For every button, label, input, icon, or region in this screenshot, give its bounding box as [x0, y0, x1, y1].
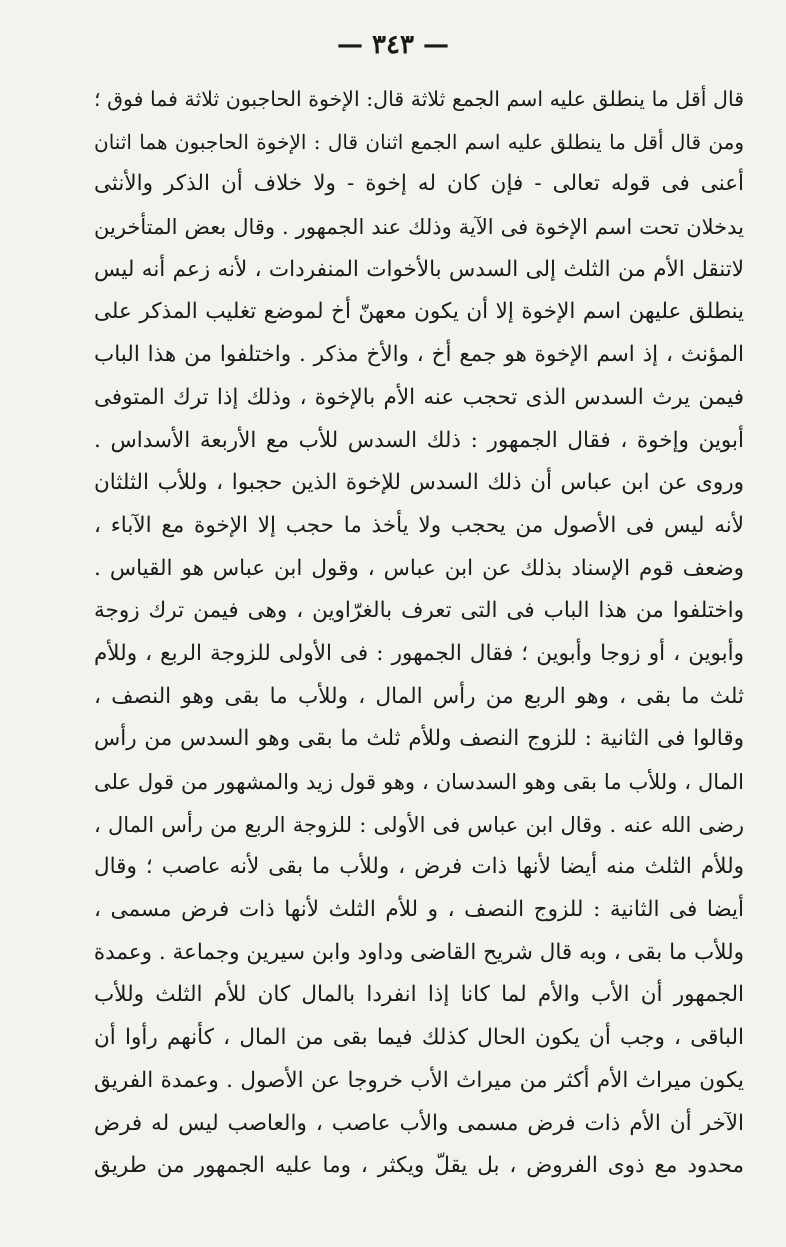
text-line: يدخلان تحت اسم الإخوة فى الآية وذلك عند الجمهور . وقال بعض المتأخرين	[94, 215, 744, 240]
text-line: أعنى فى قوله تعالى - فإن كان له إخوة - ولا خلاف أن الذكر والأنثى	[94, 171, 744, 197]
text-line: محدود مع ذوى الفروض ، بل يقلّ ويكثر ، وما عليه الجمهور من طريق	[94, 1153, 744, 1179]
body-text	[94, 78, 744, 1188]
text-line: قال أقل ما ينطلق عليه اسم الجمع ثلاثة قال: الإخوة الحاجبون ثلاثة فما فوق ؛	[94, 87, 744, 111]
text-line: الجمهور أن الأب والأم لما كانا إذا انفردا بالمال كان للأم الثلث وللأب	[94, 982, 744, 1008]
text-line: لأنه ليس فى الأصول من يحجب ولا يأخذ ما حجب إلا الإخوة مع الآباء ،	[94, 512, 744, 538]
text-line: فيمن يرث السدس الذى تحجب عنه الأم بالإخوة ، وذلك إذا ترك المتوفى	[94, 384, 744, 410]
text-line: وقالوا فى الثانية : للزوج النصف وللأم ثلث ما بقى وهو السدس من رأس	[94, 726, 744, 752]
text-line: واختلفوا من هذا الباب فى التى تعرف بالغرّاوين ، وهى فيمن ترك زوجة	[94, 598, 744, 624]
text-line: وروى عن ابن عباس أن ذلك السدس للإخوة الذين حجبوا ، وللأب الثلثان	[94, 470, 744, 496]
text-line: المؤنث ، إذ اسم الإخوة هو جمع أخ ، والأخ مذكر . واختلفوا من هذا الباب	[94, 342, 744, 368]
text-line: ثلث ما بقى ، وهو الربع من رأس المال ، وللأب ما بقى وهو النصف ،	[94, 683, 744, 709]
text-line: لاتنقل الأم من الثلث إلى السدس بالأخوات المنفردات ، لأنه زعم أنه ليس	[94, 256, 744, 282]
text-line: يكون ميراث الأم أكثر من ميراث الأب خروجا عن الأصول . وعمدة الفريق	[94, 1067, 744, 1093]
text-line: أبوين وإخوة ، فقال الجمهور : ذلك السدس للأب مع الأربعة الأسداس .	[94, 427, 744, 453]
text-line: وللأب ما بقى ، وبه قال شريح القاضى وداود وابن سيرين وجماعة . وعمدة	[94, 939, 744, 965]
text-line: ينطلق عليهن اسم الإخوة إلا أن يكون معهنّ أخ لموضع تغليب المذكر على	[94, 299, 744, 325]
page-number: — ٣٤٣ —	[336, 30, 450, 60]
text-line: رضى الله عنه . وقال ابن عباس فى الأولى : للزوجة الربع من رأس المال ،	[94, 812, 744, 837]
text-line: أيضا فى الثانية : للزوج النصف ، و للأم الثلث لأنها ذات فرض مسمى ،	[94, 897, 744, 923]
text-line: المال ، وللأب ما بقى وهو السدسان ، وهو قول زيد والمشهور من قول على	[94, 770, 744, 794]
text-line: ومن قال أقل ما ينطلق عليه اسم الجمع اثنان قال : الإخوة الحاجبون هما اثنان	[94, 129, 744, 154]
text-line: الباقى ، وجب أن يكون الحال كذلك فيما بقى من المال ، كأنهم رأوا أن	[94, 1025, 744, 1051]
text-line: وضعف قوم الإسناد بذلك عن ابن عباس ، وقول ابن عباس هو القياس .	[94, 555, 744, 581]
text-line: وأبوين ، أو زوجا وأبوين ؛ فقال الجمهور : فى الأولى للزوجة الربع ، وللأم	[94, 640, 744, 666]
text-line: وللأم الثلث منه أيضا لأنها ذات فرض ، وللأب ما بقى لأنه عاصب ؛ وقال	[94, 854, 744, 880]
text-line: الآخر أن الأم ذات فرض مسمى والأب عاصب ، والعاصب ليس له فرض	[94, 1110, 744, 1136]
